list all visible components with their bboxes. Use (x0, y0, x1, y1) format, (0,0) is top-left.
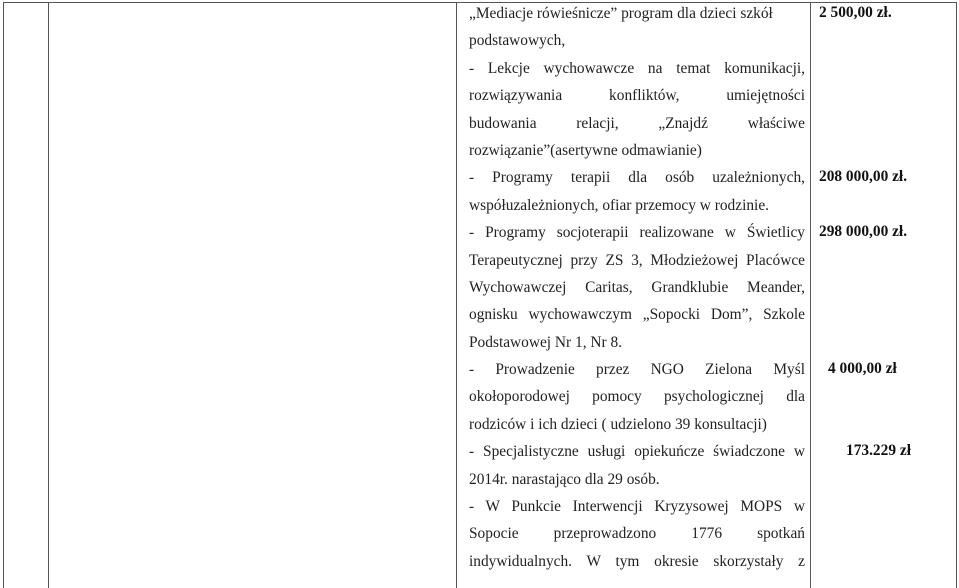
description-line: rodziców i ich dzieci ( udzielono 39 konsultacji) (469, 415, 767, 433)
description-line: indywidualnych. W tym okresie skorzystały z (469, 552, 805, 570)
description-line: Sopocie przeprowadzono 1776 spotkań (469, 525, 805, 543)
description-line: - Lekcje wychowawcze na temat komunikacji, (469, 59, 805, 77)
table-column-task (49, 2, 457, 588)
description-line: - Programy terapii dla osób uzależnionych, (469, 169, 805, 187)
description-line: ognisku wychowawczym „Sopocki Dom”, Szkole (469, 306, 805, 324)
description-line: 2014r. narastająco dla 29 osób. (469, 470, 660, 488)
table-column-amount (811, 2, 957, 588)
description-line: - Prowadzenie przez NGO Zielona Myśl (469, 361, 805, 379)
description-line: budowania relacji, „Znajdź właściwe (469, 114, 805, 132)
description-line: Wychowawczej Caritas, Grandklubie Meander, (469, 278, 805, 296)
description-line: współuzależnionych, ofiar przemocy w rodzinie. (469, 196, 770, 214)
description-line: „Mediacje rówieśnicze” program dla dzieci szkół (469, 5, 773, 22)
description-text (469, 0, 805, 575)
description-line: Podstawowej Nr 1, Nr 8. (469, 333, 623, 351)
description-line: rozwiązanie”(asertywne odmawianie) (469, 141, 702, 159)
description-line: podstawowych, (469, 32, 566, 50)
description-line: Terapeutycznej przy ZS 3, Młodzieżowej Placówce (469, 251, 805, 269)
description-line: rozwiązywania konfliktów, umiejętności (469, 87, 805, 105)
description-line: - Specjalistyczne usługi opiekuńcze świadczone w (469, 443, 805, 461)
amount-4: 4 000,00 zł (828, 360, 897, 377)
description-line: - Programy socjoterapii realizowane w Świetlicy (469, 224, 805, 242)
amount-5: 173.229 zł (846, 442, 911, 459)
description-line: okołoporodowej pomocy psychologicznej dla (469, 388, 805, 406)
amount-2: 208 000,00 zł. (819, 168, 908, 185)
amount-3: 298 000,00 zł. (819, 223, 908, 240)
table-column-number (3, 2, 49, 588)
amount-1: 2 500,00 zł. (819, 4, 892, 21)
description-line: - W Punkcie Interwencji Kryzysowej MOPS w (469, 498, 805, 516)
